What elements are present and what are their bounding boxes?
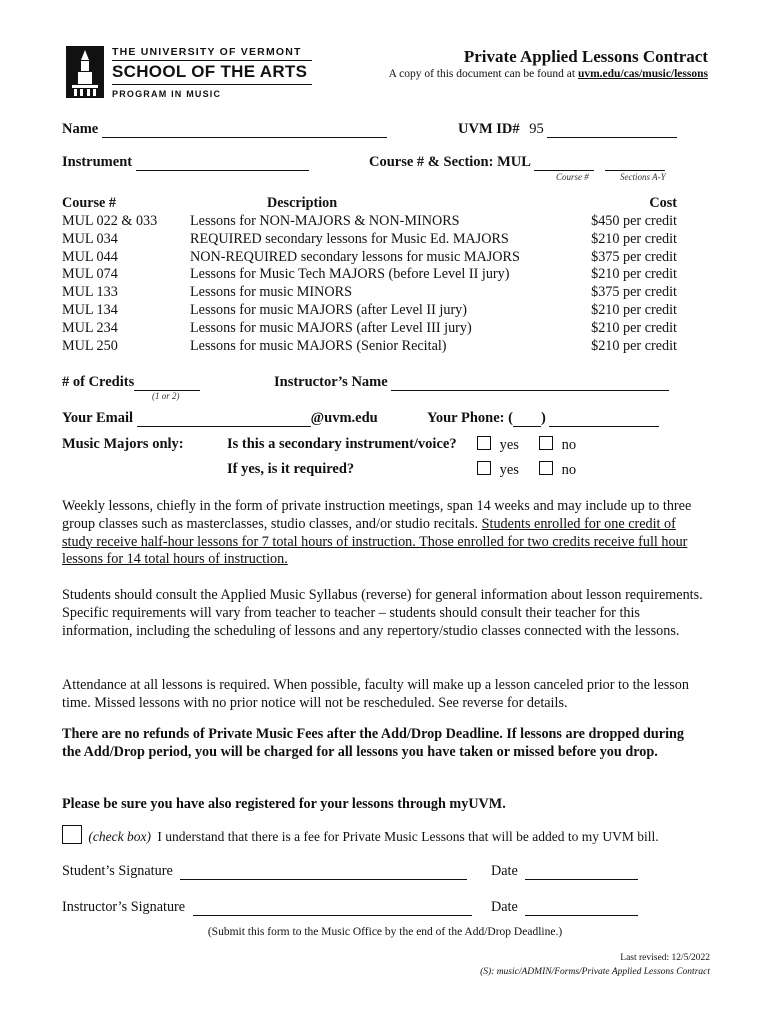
student-date-field[interactable] xyxy=(525,865,638,880)
table-row xyxy=(62,213,677,231)
no-label: no xyxy=(561,462,577,478)
cost-cell: $210 per credit xyxy=(591,301,677,318)
description-cell: Lessons for music MAJORS (after Level II jury) xyxy=(190,301,467,318)
instructor-signature-label: Instructor’s Signature xyxy=(62,899,186,915)
cost-cell: $210 per credit xyxy=(591,337,677,354)
phone-number-field[interactable] xyxy=(549,412,659,427)
instrument-label: Instrument xyxy=(62,154,133,170)
phone-label: Your Phone: ( xyxy=(427,410,513,426)
phone-row xyxy=(427,410,659,427)
cost-cell: $450 per credit xyxy=(591,213,677,229)
course-section-label: Course # & Section: xyxy=(369,154,494,170)
table-row xyxy=(62,249,677,267)
course-prefix: MUL xyxy=(497,154,531,170)
yes-label: yes xyxy=(499,437,519,453)
secondary-yes-checkbox[interactable] xyxy=(477,436,491,450)
logo-line-university: THE UNIVERSITY OF VERMONT xyxy=(112,46,302,58)
email-field[interactable] xyxy=(137,412,311,427)
refund-policy-paragraph: There are no refunds of Private Music Fees after the Add/Drop Deadline. If lessons are dropped during the Add/Drop period, you will be charged for all lessons you have taken or missed before you drop. xyxy=(62,726,685,760)
instrument-field[interactable] xyxy=(136,156,309,171)
course-cell: MUL 234 xyxy=(62,319,118,336)
description-cell: Lessons for music MINORS xyxy=(190,284,352,301)
attendance-paragraph: Attendance at all lessons is required. When possible, faculty will make up a lesson canceled prior to the lesson time. Missed lessons with no prior notice will not be rescheduled. See reverse for details. xyxy=(62,677,689,711)
name-row xyxy=(62,121,387,138)
description-cell: Lessons for music MAJORS (after Level III jury) xyxy=(190,319,472,336)
required-yes-checkbox[interactable] xyxy=(477,461,491,475)
description-cell: Lessons for Music Tech MAJORS (before Level II jury) xyxy=(190,266,510,283)
page-title: Private Applied Lessons Contract xyxy=(463,47,708,66)
required-question: If yes, is it required? xyxy=(227,461,355,477)
cost-header: Cost xyxy=(649,195,677,211)
credits-label: # of Credits xyxy=(62,374,135,390)
p1-underlined-text: Students enrolled for one credit of study receive half-hour lessons for 7 total hours of instruction. Those enrolled for two credits receive full hour lessons for 14 total hours of instruction. xyxy=(62,515,688,568)
student-signature-field[interactable] xyxy=(180,865,467,880)
instructor-date-row xyxy=(491,899,638,916)
cost-cell: $210 per credit xyxy=(591,230,677,247)
description-cell: Lessons for NON-MAJORS & NON-MINORS xyxy=(190,213,460,229)
course-table xyxy=(62,195,677,355)
document-link-note xyxy=(389,68,708,80)
majors-only-label: Music Majors only: xyxy=(62,436,184,452)
course-hint: Course # xyxy=(556,172,589,182)
email-suffix: @uvm.edu xyxy=(310,410,378,426)
no-label: no xyxy=(561,437,577,453)
course-header: Course # xyxy=(62,195,116,211)
required-no-checkbox[interactable] xyxy=(539,461,553,475)
student-signature-row xyxy=(62,863,467,880)
required-no-option xyxy=(539,461,576,479)
secondary-no-checkbox[interactable] xyxy=(539,436,553,450)
course-table-header xyxy=(62,195,677,213)
logo-line-program: PROGRAM IN MUSIC xyxy=(112,89,222,99)
table-row xyxy=(62,231,677,249)
cost-cell: $210 per credit xyxy=(591,319,677,336)
course-cell: MUL 134 xyxy=(62,301,118,318)
section-field[interactable] xyxy=(605,156,665,171)
uvm-id-field[interactable] xyxy=(547,123,677,138)
description-cell: Lessons for music MAJORS (Senior Recital) xyxy=(190,337,447,354)
acknowledgement-text: I understand that there is a fee for Private Music Lessons that will be added to my UVM bill. xyxy=(157,829,659,844)
uvm-id-label: UVM ID# xyxy=(458,121,520,137)
course-section-row xyxy=(369,154,665,171)
checkbox-hint: (check box) xyxy=(88,829,151,844)
credits-field[interactable] xyxy=(134,376,200,391)
submit-note: (Submit this form to the Music Office by the end of the Add/Drop Deadline.) xyxy=(207,926,563,938)
table-row xyxy=(62,338,677,356)
yes-label: yes xyxy=(499,462,519,478)
course-cell: MUL 074 xyxy=(62,266,118,283)
uvm-id-row xyxy=(458,121,677,138)
uvm-logo xyxy=(66,46,316,100)
student-date-row xyxy=(491,863,638,880)
date-label: Date xyxy=(491,863,518,879)
lessons-url-link[interactable]: uvm.edu/cas/music/lessons xyxy=(577,68,708,80)
instructor-signature-row xyxy=(62,899,472,916)
name-label: Name xyxy=(62,121,99,137)
lesson-structure-paragraph xyxy=(62,498,704,569)
description-cell: REQUIRED secondary lessons for Music Ed. MAJORS xyxy=(190,230,509,247)
section-hint: Sections A-Y xyxy=(620,172,666,182)
phone-area-code-field[interactable] xyxy=(513,412,541,427)
table-row xyxy=(62,302,677,320)
course-cell: MUL 133 xyxy=(62,284,118,301)
student-signature-label: Student’s Signature xyxy=(62,863,173,879)
instructor-row xyxy=(274,374,669,391)
fee-acknowledgement-checkbox[interactable] xyxy=(62,825,82,844)
table-row xyxy=(62,320,677,338)
cost-cell: $210 per credit xyxy=(591,266,677,283)
instructor-signature-field[interactable] xyxy=(193,901,472,916)
course-cell: MUL 250 xyxy=(62,337,118,354)
syllabus-paragraph: Students should consult the Applied Music Syllabus (reverse) for general information about lesson requirements. Specific requirements will vary from teacher to teacher – students should consult their teacher for this information, including the scheduling of lessons and any repertory/studio classes connected with the lessons. xyxy=(62,587,703,639)
instructor-name-field[interactable] xyxy=(391,376,669,391)
subtitle-text: A copy of this document can be found at xyxy=(388,68,578,80)
email-label: Your Email xyxy=(62,410,134,426)
date-label: Date xyxy=(491,899,518,915)
course-number-field[interactable] xyxy=(534,156,594,171)
p1-text: Weekly lessons, chiefly in the form of private instruction meetings, span 14 weeks and may include up to three group classes such as masterclasses, studio classes, and/or studio recitals. xyxy=(62,498,692,532)
instructor-date-field[interactable] xyxy=(525,901,638,916)
name-field[interactable] xyxy=(102,123,387,138)
cost-cell: $375 per credit xyxy=(591,284,677,301)
registration-reminder: Please be sure you have also registered for your lessons through myUVM. xyxy=(62,796,506,812)
phone-paren: ) xyxy=(540,410,546,426)
logo-line-school: SCHOOL OF THE ARTS xyxy=(112,62,308,81)
description-header: Description xyxy=(267,195,338,211)
uvm-id-prefix: 95 xyxy=(529,121,544,137)
required-yes-option xyxy=(477,461,519,479)
building-tower-icon xyxy=(66,46,104,98)
secondary-yes-option xyxy=(477,436,519,454)
description-cell: NON-REQUIRED secondary lessons for music MAJORS xyxy=(190,248,520,265)
secondary-no-option xyxy=(539,436,576,454)
instrument-row xyxy=(62,154,309,171)
course-cell: MUL 022 & 033 xyxy=(62,213,158,229)
fee-acknowledgement xyxy=(62,825,659,845)
table-row xyxy=(62,266,677,284)
credits-row xyxy=(62,374,200,391)
course-cell: MUL 034 xyxy=(62,230,118,247)
last-revised: Last revised: 12/5/2022 xyxy=(620,953,710,963)
credits-hint: (1 or 2) xyxy=(152,391,180,401)
course-cell: MUL 044 xyxy=(62,248,118,265)
table-row xyxy=(62,284,677,302)
cost-cell: $375 per credit xyxy=(591,248,677,265)
instructor-name-label: Instructor’s Name xyxy=(274,374,388,390)
secondary-question: Is this a secondary instrument/voice? xyxy=(227,436,457,452)
email-row xyxy=(62,410,378,427)
file-path: (S): music/ADMIN/Forms/Private Applied Lessons Contract xyxy=(480,967,710,977)
